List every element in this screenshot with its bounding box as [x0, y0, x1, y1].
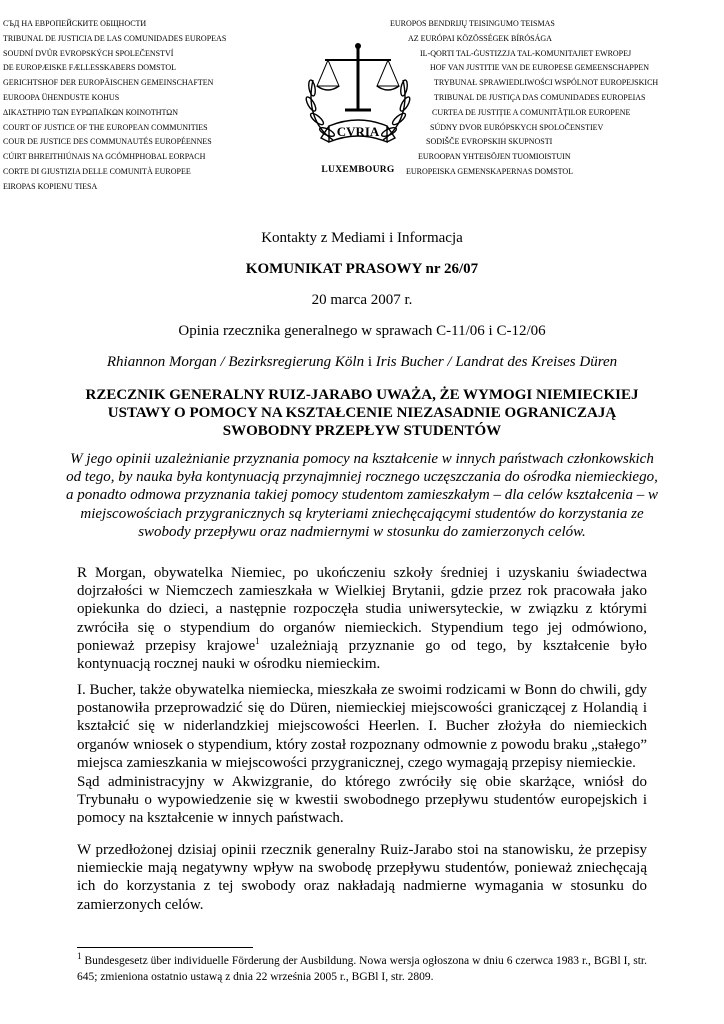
court-name: SÚDNY DVOR EURÓPSKYCH SPOLOČENSTIEV	[430, 122, 604, 132]
letterhead	[0, 0, 724, 200]
court-names-left	[3, 17, 303, 195]
court-name: EIROPAS KOPIENU TIESA	[3, 181, 98, 191]
footnote-reference: 1	[255, 635, 260, 646]
release-date: 20 marca 2007 r.	[311, 292, 413, 308]
court-name: CURTEA DE JUSTIȚIE A COMUNITĂȚILOR EUROPENE	[432, 107, 631, 117]
party-1: Rhiannon Morgan / Bezirksregierung Köln	[106, 354, 365, 370]
court-name: EUROOPA ÜHENDUSTE KOHUS	[3, 92, 120, 102]
footnote-mark: 1	[77, 951, 82, 962]
headline	[60, 386, 664, 440]
court-name: SOUDNÍ DVŮR EVROPSKÝCH SPOLEČENSTVÍ	[3, 48, 174, 58]
court-name: TRYBUNAŁ SPRAWIEDLIWOŚCI WSPÓLNOT EUROPEJSKICH	[434, 78, 659, 88]
paragraph-morgan	[77, 564, 647, 673]
court-name: AZ EURÓPAI KÖZÖSSÉGEK BÍRÓSÁGA	[408, 33, 552, 43]
summary-lead: W jego opinii uzależnianie przyznania pomocy na kształcenie w innych państwach członkowskich od tego, by nauka była kontynuacją przynajmniej rocznego uczęszczania do ośrodka niemieckiego, a ponadto odmowa przyznania takiej pomocy studentom zamieszkałym – dla celów kształcenia – w miejscowościach przygranicznych są kryteriami zniechęcającymi studentów do korzystania ze swobody przepływu oraz nadmiernymi w stosunku do zamierzonych celów.	[65, 451, 659, 540]
court-name: EUROOPAN YHTEISÖJEN TUOMIOISTUIN	[418, 152, 571, 162]
court-name: SODIŠČE EVROPSKIH SKUPNOSTI	[426, 137, 553, 147]
paragraph-bucher: I. Bucher, także obywatelka niemiecka, mieszkała ze swoimi rodzicami w Bonn do chwili, gdy postanowiła przeprowadzić się do Düren, niemieckiej miejscowości graniczącej z Holandią i kształcić się w niderlandzkiej miejscowości Heerlen. I. Bucher złożyła do niemieckich organów wniosek o stypendium, który został rozpoznany odmownie z powodu braku „stałego” miejsca zamieszkania w miejscowości przygranicznej, czego wymagają przepisy niemieckie.	[77, 682, 647, 771]
footnote	[77, 953, 647, 985]
court-names-right	[390, 17, 720, 180]
court-name: GERICHTSHOF DER EUROPÄISCHEN GEMEINSCHAFTEN	[3, 78, 214, 88]
case-parties	[60, 354, 664, 371]
court-name: TRIBUNAL DE JUSTICIA DE LAS COMUNIDADES EUROPEAS	[3, 33, 227, 43]
headline-line: USTAWY O POMOCY NA KSZTAŁCENIE NIEZASADNIE OGRANICZAJĄ	[107, 405, 617, 421]
court-name: COURT OF JUSTICE OF THE EUROPEAN COMMUNITIES	[3, 122, 208, 132]
party-2: Iris Bucher / Landrat des Kreises Düren	[375, 354, 618, 370]
court-name: DE EUROPÆISKE FÆLLESSKABERS DOMSTOL	[3, 63, 176, 73]
headline-line: SWOBODNY PRZEPŁYW STUDENTÓW	[222, 423, 502, 439]
court-name: EUROPOS BENDRIJŲ TEISINGUMO TEISMAS	[390, 19, 555, 28]
paragraph-text: uzależniają przyznanie go od tego, by kształcenie było kontynuacją rocznej nauki w ośrodku niemieckim.	[77, 637, 647, 673]
footnote-divider	[77, 947, 253, 948]
court-name: ΔΙΚΑΣΤΗΡΙΟ ΤΩΝ ΕΥΡΩΠΑΪΚΩΝ ΚΟΙΝΟΤΗΤΩΝ	[3, 107, 179, 117]
court-name: HOF VAN JUSTITIE VAN DE EUROPESE GEMEENSCHAPPEN	[430, 63, 649, 73]
release-title: KOMUNIKAT PRASOWY nr 26/07	[245, 261, 479, 277]
party-conjunction: i	[364, 354, 376, 370]
location-label: LUXEMBOURG	[321, 165, 395, 175]
headline-line: RZECZNIK GENERALNY RUIZ-JARABO UWAŻA, ŻE WYMOGI NIEMIECKIEJ	[85, 387, 639, 403]
footnote-text: Bundesgesetz über individuelle Förderung der Ausbildung. Nowa wersja ogłoszona w dniu 6 czerwca 1983 r., BGBl I, str. 645; zmieniona ostatnio ustawą z dnia 22 września 2005 r., BGBl I, str. 2809.	[77, 955, 647, 983]
court-name: TRIBUNAL DE JUSTIÇA DAS COMUNIDADES EUROPEIAS	[434, 92, 646, 102]
court-name: COUR DE JUSTICE DES COMMUNAUTÉS EUROPÉENNES	[3, 137, 212, 147]
paragraph-opinion: W przedłożonej dzisiaj opinii rzecznik generalny Ruiz-Jarabo stoi na stanowisku, że przepisy niemieckie mają negatywny wpływ na swobodę przepływu studentów, ponieważ zniechęcają ich do korzystania z tej swobody oraz nakładają nadmierne wymagania w stosunku do zamierzonych celów.	[77, 842, 647, 913]
court-name: CÚIRT BHREITHIÚNAIS NA GCÓMHPHOBAL EORPACH	[3, 152, 206, 162]
court-name: СЪД НА ЕВРОПЕЙСКИТЕ ОБЩНОСТИ	[3, 19, 147, 28]
paragraph-text: R Morgan, obywatelka Niemiec, po ukończeniu szkoły średniej i uzyskaniu świadectwa dojrzałości w Niemczech zamieszkała w Wielkiej Brytanii, gdzie przez rok pracowała jako opiekunka do dzieci, a następnie rozpoczęła studia uniwersyteckie, w związku z którymi zwróciła się o stypendium do organów niemieckich. Stypendium tego jej odmówiono, ponieważ przepisy krajowe	[77, 565, 647, 654]
department-line: Kontakty z Mediami i Informacja	[261, 230, 463, 246]
opinion-reference: Opinia rzecznika generalnego w sprawach C-11/06 i C-12/06	[178, 323, 546, 339]
court-name: CORTE DI GIUSTIZIA DELLE COMUNITÀ EUROPEE	[3, 166, 191, 176]
logo-text: CVRIA	[336, 124, 380, 139]
court-name: IL-QORTI TAL-ĠUSTIZZJA TAL-KOMUNITAJIET EWROPEJ	[420, 48, 632, 58]
paragraph-court: Sąd administracyjny w Akwizgranie, do którego zwróciły się obie skarżące, wniósł do Trybunału o wypowiedzenie się w kwestii swobodnego przepływu studentów europejskich i pomocy na kształcenie w innych państwach.	[77, 774, 647, 827]
court-name: EUROPEISKA GEMENSKAPERNAS DOMSTOL	[406, 166, 573, 176]
